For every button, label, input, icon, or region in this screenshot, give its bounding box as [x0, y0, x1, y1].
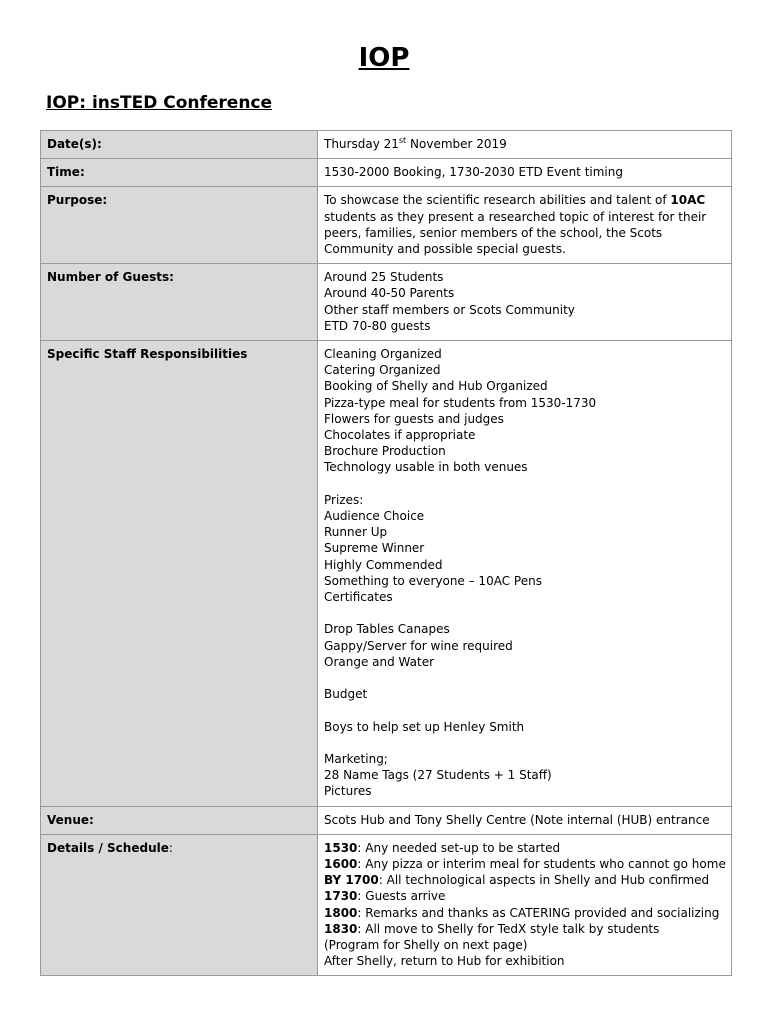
schedule-item: [324, 921, 726, 937]
purpose-value: [318, 187, 732, 264]
table-row-time: [41, 159, 732, 187]
table-row-date: [41, 131, 732, 159]
schedule-text: : Remarks and thanks as CATERING provided and socializing: [357, 905, 720, 920]
purpose-label: Purpose:: [41, 187, 318, 264]
schedule-time: 1730: [324, 889, 358, 904]
guest-line: ETD 70-80 guests: [324, 318, 431, 333]
schedule-text: : All move to Shelly for TedX style talk by students: [357, 921, 660, 936]
booking-time: 1530-2000: [324, 165, 390, 180]
responsibility-line: Chocolates if appropriate: [324, 428, 476, 443]
date-label: Date(s):: [41, 131, 318, 159]
date-value-suffix: st: [398, 136, 407, 145]
schedule-item: [324, 953, 726, 969]
guest-line: Around 40-50 Parents: [324, 286, 455, 301]
schedule-time: 1800: [324, 905, 358, 920]
responsibility-line: Pizza-type meal for students from 1530-1730: [324, 395, 597, 410]
schedule-time: 1530: [324, 840, 358, 855]
staff-value: [318, 341, 732, 807]
schedule-label-text: Details / Schedule: [47, 840, 169, 855]
schedule-item: [324, 840, 726, 856]
schedule-item: [324, 905, 726, 921]
responsibility-line: Gappy/Server for wine required: [324, 638, 513, 653]
schedule-item: [324, 937, 726, 953]
purpose-text-start: To showcase the scientific research abilities and talent of: [324, 193, 671, 208]
date-value: [318, 131, 732, 159]
responsibility-line: Booking of Shelly and Hub Organized: [324, 379, 548, 394]
schedule-label-colon: :: [168, 840, 173, 855]
responsibility-line: Pictures: [324, 784, 372, 799]
responsibility-line: Something to everyone – 10AC Pens: [324, 573, 542, 588]
schedule-item: [324, 872, 726, 888]
responsibility-line: Brochure Production: [324, 444, 446, 459]
staff-label: Specific Staff Responsibilities: [41, 341, 318, 807]
schedule-value: [318, 834, 732, 976]
date-value-month-year: November 2019: [406, 137, 507, 151]
guest-line: Around 25 Students: [324, 270, 444, 285]
purpose-class-code: 10AC: [670, 193, 706, 208]
schedule-item: [324, 888, 726, 904]
responsibility-line: [324, 735, 726, 751]
time-label: Time:: [41, 159, 318, 187]
responsibility-line: Supreme Winner: [324, 541, 425, 556]
table-row-guests: [41, 264, 732, 341]
guests-value: [318, 264, 732, 341]
purpose-text-end: students as they present a researched topic of interest for their peers, families, senior members of the school, the Scots Community and possible special guests.: [324, 209, 707, 257]
guests-label: Number of Guests:: [41, 264, 318, 341]
schedule-text: After Shelly, return to Hub for exhibition: [324, 954, 565, 969]
schedule-item: [324, 856, 726, 872]
schedule-text: : All technological aspects in Shelly and Hub confirmed: [378, 873, 710, 888]
responsibility-line: 28 Name Tags (27 Students + 1 Staff): [324, 768, 552, 783]
responsibility-line: Drop Tables Canapes: [324, 622, 450, 637]
document-title: IOP: [358, 43, 410, 73]
responsibility-line: Audience Choice: [324, 509, 425, 524]
time-value: [318, 159, 732, 187]
responsibility-line: Budget: [324, 687, 368, 702]
booking-label: Booking,: [389, 165, 450, 180]
schedule-time: 1600: [324, 857, 358, 872]
schedule-text: : Any pizza or interim meal for students who cannot go home: [357, 857, 726, 872]
responsibility-line: [324, 702, 726, 718]
schedule-label: [41, 834, 318, 976]
responsibility-line: Cleaning Organized: [324, 347, 442, 362]
table-row-venue: [41, 806, 732, 834]
responsibility-line: Highly Commended: [324, 557, 443, 572]
table-row-staff: [41, 341, 732, 807]
schedule-time: BY 1700: [324, 873, 379, 888]
responsibility-line: Flowers for guests and judges: [324, 411, 504, 426]
schedule-text: (Program for Shelly on next page): [324, 938, 528, 953]
responsibility-line: [324, 670, 726, 686]
event-details-table: [40, 130, 732, 976]
responsibility-line: Orange and Water: [324, 654, 435, 669]
responsibility-line: Runner Up: [324, 525, 388, 540]
schedule-text: : Guests arrive: [357, 889, 446, 904]
responsibility-line: Catering Organized: [324, 363, 441, 378]
responsibility-line: [324, 476, 726, 492]
responsibility-line: Marketing;: [324, 752, 388, 767]
venue-label: Venue:: [41, 806, 318, 834]
responsibility-line: Prizes:: [324, 492, 364, 507]
schedule-text: : Any needed set-up to be started: [357, 840, 561, 855]
guest-line: Other staff members or Scots Community: [324, 302, 575, 317]
event-time: 1730-2030: [449, 165, 515, 180]
venue-value: Scots Hub and Tony Shelly Centre (Note internal (HUB) entrance: [318, 806, 732, 834]
responsibility-line: Technology usable in both venues: [324, 460, 528, 475]
schedule-time: 1830: [324, 921, 358, 936]
event-time-label: ETD Event timing: [514, 165, 623, 180]
table-row-purpose: [41, 187, 732, 264]
responsibility-line: Certificates: [324, 590, 393, 605]
table-row-schedule: [41, 834, 732, 976]
responsibility-line: Boys to help set up Henley Smith: [324, 719, 525, 734]
document-subtitle: IOP: insTED Conference: [46, 93, 273, 113]
responsibility-line: [324, 605, 726, 621]
date-value-main: Thursday 21: [324, 137, 399, 151]
